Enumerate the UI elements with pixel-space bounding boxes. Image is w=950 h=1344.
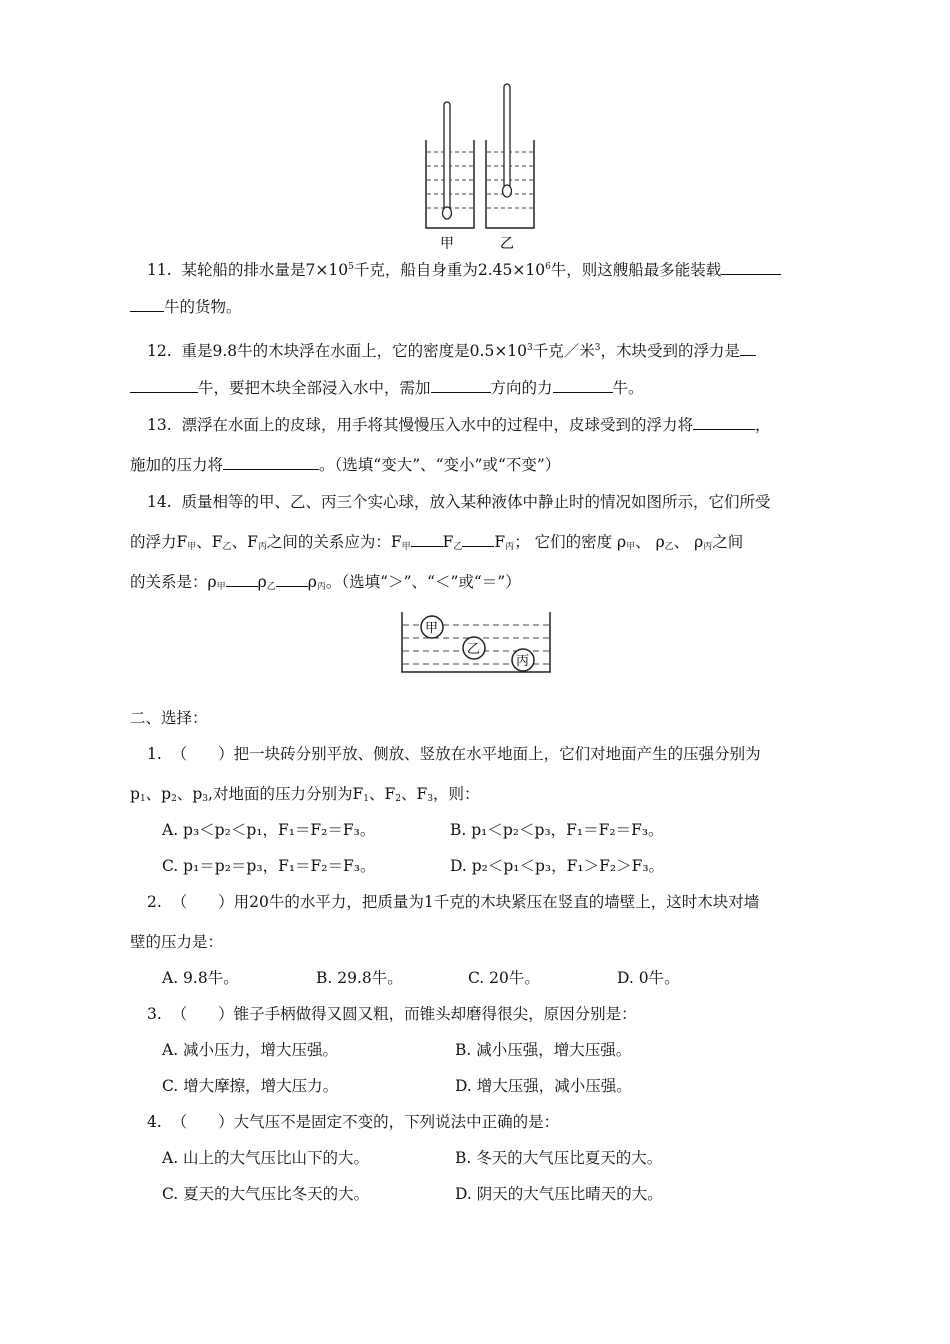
choice-4-option-c[interactable]: C. 夏天的大气压比冬天的大。 (162, 1185, 370, 1203)
choice-3-option-c[interactable]: C. 增大摩擦，增大压力。 (162, 1077, 339, 1095)
answer-paren[interactable]: （ ） (171, 745, 234, 763)
choice-1-line-1: 1. （ ）把一块砖分别平放、侧放、竖放在水平地面上，它们对地面产生的压强分别为 (147, 745, 761, 763)
densimeter-left (443, 102, 452, 219)
question-14-line-1: 14. 质量相等的甲、乙、丙三个实心球，放入某种液体中静止时的情况如图所示，它们所受 (147, 493, 771, 511)
answer-paren[interactable]: （ ） (171, 1113, 234, 1131)
ball-yi (463, 637, 485, 659)
figure-label-left: 甲 (440, 236, 454, 252)
answer-blank[interactable] (276, 572, 308, 587)
choice-3-option-a[interactable]: A. 减小压力，增大压强。 (162, 1041, 339, 1059)
answer-paren[interactable]: （ ） (171, 1005, 234, 1023)
answer-blank[interactable] (130, 378, 198, 393)
choice-2-option-a[interactable]: A. 9.8牛。 (162, 969, 239, 987)
question-number: 13. (147, 416, 172, 434)
choice-4-option-d[interactable]: D. 阴天的大气压比晴天的大。 (455, 1185, 663, 1203)
ball-jia (421, 616, 443, 638)
choice-1-option-d[interactable]: D. p₂＜p₁＜p₃，F₁＞F₂＞F₃。 (450, 857, 665, 875)
choice-1-option-c[interactable]: C. p₁＝p₂＝p₃，F₁＝F₂＝F₃。 (162, 857, 376, 875)
choice-4-option-b[interactable]: B. 冬天的大气压比夏天的大。 (455, 1149, 663, 1167)
question-11-line-2: 牛的货物。 (130, 297, 242, 317)
densimeter-figure (418, 80, 558, 255)
choice-2-option-d[interactable]: D. 0牛。 (617, 969, 680, 987)
choice-1-option-b[interactable]: B. p₁＜p₂＜p₃，F₁＝F₂＝F₃。 (450, 821, 664, 839)
question-11-line-1: 11. 某轮船的排水量是$7\times 10^5$千克，船自身重为$2.45\times 10^6$牛，则这艘船最多能装载 (147, 257, 781, 280)
question-14-line-2: 的浮力$F_甲$、$F_乙$、$F_丙$之间的关系应为：$F_甲$ $F_乙$ $F_丙$； 它们的密度 $\rho_甲$、 $\rho_乙$、 $\rho_丙$之间 (130, 533, 744, 552)
answer-blank[interactable] (721, 260, 781, 275)
choice-3-option-d[interactable]: D. 增大压强，减小压强。 (455, 1077, 632, 1095)
figure-label-right: 乙 (500, 236, 514, 252)
answer-blank[interactable] (411, 532, 443, 547)
answer-blank[interactable] (226, 572, 258, 587)
question-12-line-2: 牛，要把木块全部浸入水中，需加 方向的力 牛。 (130, 378, 644, 398)
choice-1-line-2: $p_1$、$p_2$、$p_3$,对地面的压力分别为$F_1$、$F_2$、$F_3$，则： (130, 785, 480, 804)
answer-paren[interactable]: （ ） (171, 893, 234, 911)
question-number: 12. (147, 342, 172, 360)
answer-blank[interactable] (223, 455, 319, 470)
choice-4-line-1: 4. （ ）大气压不是固定不变的，下列说法中正确的是： (147, 1113, 560, 1131)
ball-bing (512, 649, 534, 671)
section-title: 二、选择： (130, 709, 208, 727)
question-number: 11. (147, 261, 172, 279)
svg-text:丙: 丙 (516, 654, 530, 669)
floating-balls-figure (398, 608, 558, 678)
answer-blank[interactable] (693, 415, 755, 430)
choice-1-option-a[interactable]: A. p₃＜p₂＜p₁，F₁＝F₂＝F₃。 (162, 821, 376, 839)
choice-2-option-b[interactable]: B. 29.8牛。 (316, 969, 403, 987)
choice-4-option-a[interactable]: A. 山上的大气压比山下的大。 (162, 1149, 370, 1167)
choice-2-line-1: 2. （ ）用20牛的水平力，把质量为1千克的木块紧压在竖直的墙壁上，这时木块对墙 (147, 893, 760, 911)
choice-3-option-b[interactable]: B. 减小压强，增大压强。 (455, 1041, 632, 1059)
question-13-line-1: 13. 漂浮在水面上的皮球，用手将其慢慢压入水中的过程中，皮球受到的浮力将 ， (147, 416, 771, 434)
question-14-line-3: 的关系是：$\rho_甲$ $\rho_乙$ $\rho_丙$。（选填“＞”、“＜”或“＝”） (130, 573, 521, 592)
answer-blank[interactable] (740, 341, 756, 356)
answer-blank[interactable] (553, 378, 613, 393)
choice-2-line-2: 壁的压力是： (130, 933, 224, 951)
densimeter-right (503, 84, 512, 197)
answer-blank[interactable] (431, 378, 491, 393)
choice-2-option-c[interactable]: C. 20牛。 (468, 969, 540, 987)
svg-text:乙: 乙 (467, 642, 481, 657)
question-12-line-1: 12. 重是9.8牛的木块浮在水面上，它的密度是$0.5\times 10^3$千克／米$^3$，木块受到的浮力是 (147, 338, 756, 361)
choice-3-line-1: 3. （ ）锥子手柄做得又圆又粗，而锥头却磨得很尖，原因分别是： (147, 1005, 637, 1023)
answer-blank[interactable] (130, 297, 164, 312)
question-13-line-2: 施加的压力将 。（选填“变大”、“变小”或“不变”） (130, 456, 561, 474)
svg-text:甲: 甲 (425, 621, 439, 636)
answer-blank[interactable] (462, 532, 494, 547)
question-number: 14. (147, 493, 172, 511)
